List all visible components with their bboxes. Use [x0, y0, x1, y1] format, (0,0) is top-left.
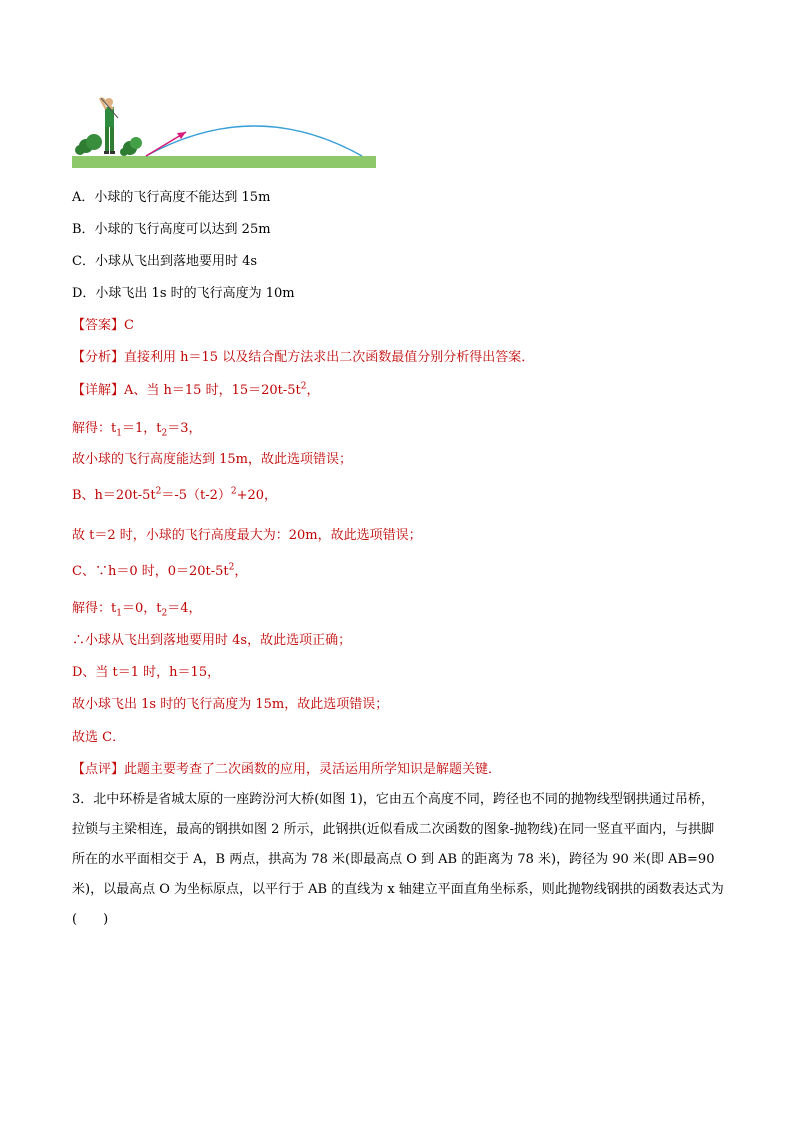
detail-b1-pre: B、h＝20t-5t [72, 488, 156, 503]
analysis-tag: 【分析】 [72, 350, 125, 365]
detail-c2-post: ＝4， [167, 601, 202, 616]
flight-trajectory [146, 126, 362, 156]
option-c: C．小球从飞出到落地要用时 4s [72, 254, 258, 269]
detail-line-d2: 故小球飞出 1s 时的飞行高度为 15m，故此选项错误； [72, 697, 389, 712]
detail-line-b1 [72, 487, 277, 505]
comment-line [72, 761, 501, 779]
detail-a1-text: A、当 h＝15 时，15＝20t-5t [124, 383, 301, 398]
detail-a2-sub1: 1 [116, 428, 122, 439]
question-3-text: 3．北中环桥是省城太原的一座跨汾河大桥(如图 1)，它由五个高度不同，跨径也不同的抛物线型钢拱通过吊桥，拉锁与主梁相连，最高的钢拱如图 2 所示，此钢拱(近似看成二次函数的图象-抛物线)在同一竖直平面内，与拱脚所在的水平面相交于 A，B 两点，拱高为 78 米(即最高点 O 到 AB 的距离为 78 米)，跨径为 90 米(即 AB=90 米)，以最高点 O 为坐标原点，以平行于 AB 的直线为 x 轴建立平面直角坐标系，则此抛物线钢拱的函数表达式为( ) [72, 792, 724, 927]
grass-strip [72, 156, 376, 168]
golfer-trajectory-figure [72, 96, 376, 170]
detail-line-d1: D、当 t＝1 时，h＝15， [72, 665, 221, 680]
detail-a1-post: ， [306, 383, 320, 398]
detail-c2-mid: ＝0，t [121, 601, 162, 616]
bush-left-icon [75, 134, 102, 155]
detail-line-c2 [72, 600, 201, 618]
detail-tag: 【详解】 [72, 383, 125, 398]
detail-c2-sub2: 2 [161, 608, 168, 619]
analysis-line [72, 349, 534, 367]
detail-c1-post: ， [234, 564, 248, 579]
detail-line-a1 [72, 382, 320, 400]
answer-text: C [124, 318, 134, 333]
bush-right-icon [120, 137, 142, 156]
option-d: D．小球飞出 1s 时的飞行高度为 10m [72, 286, 295, 301]
option-a: A．小球的飞行高度不能达到 15m [72, 190, 271, 205]
detail-b1-sup: 2 [155, 486, 162, 497]
detail-c2-pre: 解得：t [72, 601, 117, 616]
detail-line-final: 故选 C． [72, 730, 126, 745]
option-b: B．小球的飞行高度可以达到 25m [72, 222, 271, 237]
analysis-text: 直接利用 h＝15 以及结合配方法求出二次函数最值分别分析得出答案． [124, 350, 535, 365]
detail-c1-pre: C、∵h＝0 时，0＝20t-5t [72, 564, 229, 579]
detail-line-c3: ∴小球从飞出到落地要用时 4s，故此选项正确； [72, 633, 352, 648]
detail-b1-sup2: 2 [230, 486, 237, 497]
detail-c2-sub1: 1 [116, 608, 122, 619]
comment-text: 此题主要考查了二次函数的应用，灵活运用所学知识是解题关键． [124, 762, 502, 777]
comment-tag: 【点评】 [72, 762, 125, 777]
detail-line-a2 [72, 420, 201, 438]
detail-b1-mid: ＝-5（t-2） [161, 488, 231, 503]
answer-tag: 【答案】 [72, 318, 125, 333]
detail-line-b2: 故 t＝2 时，小球的飞行高度最大为：20m，故此选项错误； [72, 528, 422, 543]
detail-line-c1 [72, 563, 247, 581]
detail-line-a3: 故小球的飞行高度能达到 15m，故此选项错误； [72, 452, 353, 467]
detail-a2-sub2: 2 [161, 428, 168, 439]
detail-a2-pre: 解得：t [72, 421, 117, 436]
detail-b1-post: +20， [236, 488, 278, 503]
detail-c1-sup: 2 [228, 562, 235, 573]
detail-a2-mid: ＝1，t [121, 421, 162, 436]
answer-line [72, 317, 134, 335]
golfer-icon [100, 98, 118, 154]
detail-a1-sup: 2 [300, 381, 307, 392]
detail-a2-post: ＝3， [167, 421, 202, 436]
